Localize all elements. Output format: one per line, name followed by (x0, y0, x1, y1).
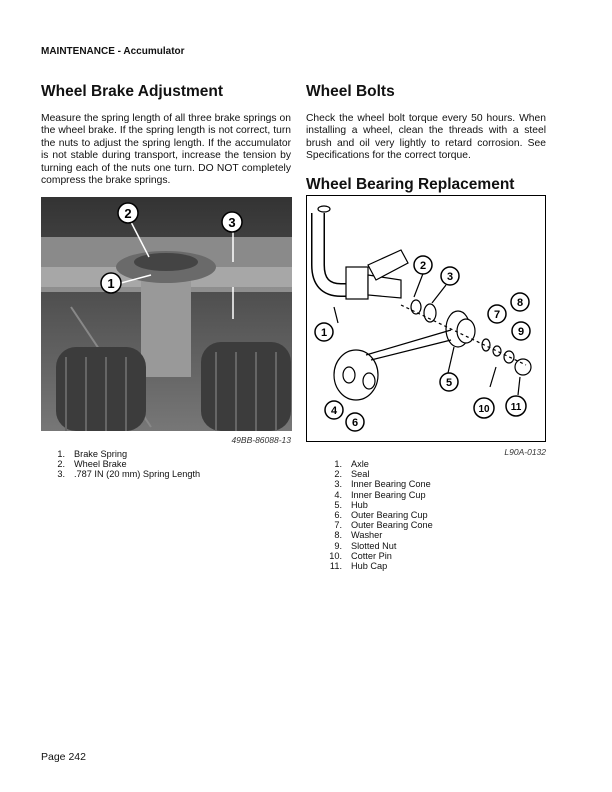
callout-2 (118, 203, 138, 223)
diagram-figure-id: L90A-0132 (504, 447, 546, 457)
callout-5 (440, 373, 458, 391)
wheel-bearing-diagram (306, 195, 546, 442)
svg-text:3: 3 (228, 215, 236, 230)
svg-text:6: 6 (351, 417, 359, 429)
legend-item: 1. Brake Spring (57, 449, 128, 459)
callout-6 (346, 413, 364, 431)
callout-10 (474, 398, 494, 418)
callout-1 (101, 273, 121, 293)
section-header: MAINTENANCE - Accumulator (41, 46, 185, 57)
wheel-brake-title: Wheel Brake Adjustment (41, 83, 224, 100)
svg-text:5: 5 (445, 377, 453, 389)
callout-1 (315, 323, 333, 341)
svg-text:10: 10 (478, 404, 490, 415)
wheel-bearing-legend (322, 459, 433, 571)
callout-2 (414, 256, 432, 274)
svg-text:11: 11 (510, 402, 522, 413)
page-number: Page 242 (41, 751, 86, 763)
legend-item: 4. Inner Bearing Cup (334, 489, 426, 500)
wheel-brake-body: Measure the spring length of all three brake springs on the wheel brake. If the spring length is not correct, turn the nuts to adjust the spring length. If the accumulator is not stable during transport, increase the tension by turning each of the nuts one turn. DO NOT completely compress the brake springs. (41, 113, 291, 187)
svg-text:4: 4 (330, 405, 338, 417)
svg-text:2: 2 (124, 206, 132, 221)
callout-11 (506, 396, 526, 416)
legend-item: 8. Washer (334, 530, 383, 541)
svg-text:7: 7 (493, 309, 501, 321)
legend-item: 2. Wheel Brake (57, 459, 127, 470)
legend-item: 7. Outer Bearing Cone (334, 520, 433, 531)
legend-item: 2. Seal (334, 469, 370, 480)
legend-item: 10. Cotter Pin (329, 550, 392, 561)
legend-item: 3. Inner Bearing Cone (334, 479, 431, 490)
svg-text:1: 1 (320, 327, 328, 339)
legend-item: 1. Axle (334, 459, 369, 469)
callout-9 (512, 322, 530, 340)
legend-item: 3. .787 IN (20 mm) Spring Length (57, 469, 201, 480)
callout-4 (325, 401, 343, 419)
svg-text:8: 8 (516, 297, 524, 309)
wheel-bolts-body: Check the wheel bolt torque every 50 hours. When installing a wheel, clean the threads with a steel brush and oil very lightly to retard corrosion. See Specifications for the correct torque. (306, 113, 546, 162)
photo-figure-id: 49BB-86088-13 (231, 435, 291, 445)
callout-7 (488, 305, 506, 323)
wheel-brake-photo (41, 197, 292, 431)
svg-text:2: 2 (419, 260, 427, 272)
callout-3 (441, 267, 459, 285)
legend-item: 11. Hub Cap (329, 561, 388, 572)
svg-text:3: 3 (446, 271, 454, 283)
wheel-brake-legend (45, 449, 200, 480)
legend-item: 6. Outer Bearing Cup (334, 510, 428, 521)
legend-item: 5. Hub (334, 499, 368, 510)
svg-text:9: 9 (517, 326, 525, 338)
wheel-bearing-title: Wheel Bearing Replacement (306, 176, 515, 193)
wheel-bolts-title: Wheel Bolts (306, 83, 395, 100)
legend-item: 9. Slotted Nut (334, 540, 397, 551)
callout-8 (511, 293, 529, 311)
svg-text:1: 1 (107, 276, 115, 291)
callout-3 (222, 212, 242, 232)
